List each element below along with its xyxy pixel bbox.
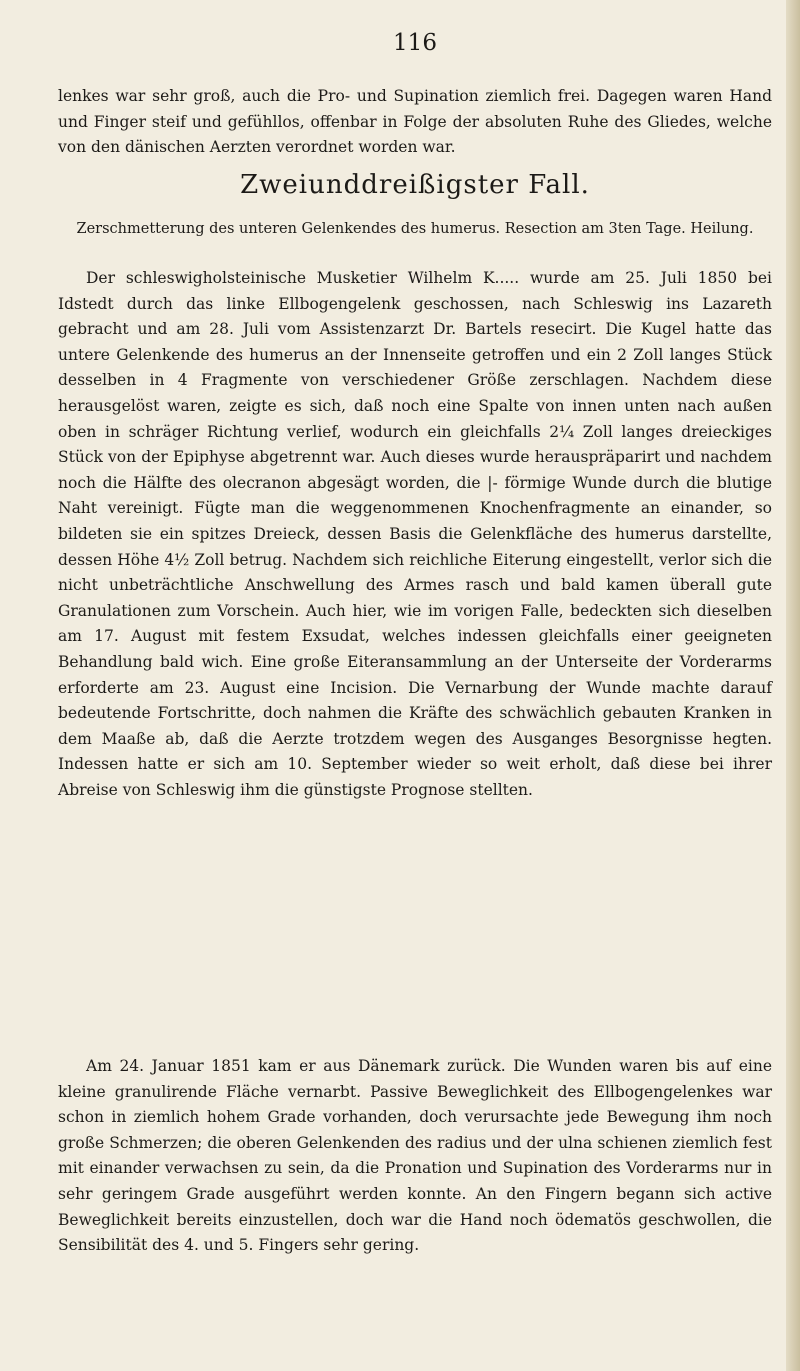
intro-paragraph: lenkes war sehr groß, auch die Pro- und Supination ziemlich frei. Dagegen waren Hand und Finger steif und gefühllos, offenbar in Folge der absoluten Ruhe des Gliedes, welche von den dänischen Aerzten verordnet worden war. xyxy=(58,87,772,157)
case-subtitle: Zerschmetterung des unteren Gelenkendes des humerus. Resection am 3ten Tage. Heilung. xyxy=(76,221,754,237)
case-paragraph-2: Am 24. Januar 1851 kam er aus Dänemark zurück. Die Wunden waren bis auf eine kleine granulirende Fläche vernarbt. Passive Beweglichkeit des Ellbogengelenkes war schon in ziemlich hohem Grade vorhanden, doch verursachte jede Bewegung ihm noch große Schmerzen; die oberen Gelenkenden des radius und der ulna schienen ziemlich fest mit einander verwachsen zu sein, da die Pronation und Supination des Vorderarms nur in sehr geringem Grade ausgeführt werden konnte. An den Fingern begann sich active Beweglichkeit bereits einzustellen, doch war die Hand noch ödematös geschwollen, die Sensibilität des 4. und 5. Fingers sehr gering. xyxy=(58,1057,772,1255)
book-page xyxy=(58,0,772,1371)
page-edge xyxy=(786,0,800,1371)
case-title: Zweiunddreißigster Fall. xyxy=(240,170,590,200)
page-number: 116 xyxy=(393,30,437,56)
case-paragraph-1: Der schleswigholsteinische Musketier Wilhelm K..... wurde am 25. Juli 1850 bei Idstedt durch das linke Ellbogengelenk geschossen, nach Schleswig ins Lazareth gebracht und am 28. Juli vom Assistenzarzt Dr. Bartels resecirt. Die Kugel hatte das untere Gelenkende des humerus an der Innenseite getroffen und ein 2 Zoll langes Stück desselben in 4 Fragmente von verschiedener Größe zerschlagen. Nachdem diese herausgelöst waren, zeigte es sich, daß noch eine Spalte von innen unten nach außen oben in schräger Richtung verlief, wodurch ein gleichfalls 2¼ Zoll langes dreieckiges Stück von der Epiphyse abgetrennt war. Auch dieses wurde herauspräparirt und nachdem noch die Hälfte des olecranon abgesägt worden, die |- förmige Wunde durch die blutige Naht vereinigt. Fügte man die weggenommenen Knochenfragmente an einander, so bildeten sie ein spitzes Dreieck, dessen Basis die Gelenkfläche des humerus darstellte, dessen Höhe 4½ Zoll betrug. Nachdem sich reichliche Eiterung eingestellt, verlor sich die nicht unbeträchtliche Anschwellung des Armes rasch und bald kamen überall gute Granulationen zum Vorschein. Auch hier, wie im vorigen Falle, bedeckten sich dieselben am 17. August mit festem Exsudat, welches indessen gleichfalls einer geeigneten Behandlung bald wich. Eine große Eiteransammlung an der Unterseite der Vorderarms erforderte am 23. August eine Incision. Die Vernarbung der Wunde machte darauf bedeutende Fortschritte, doch nahmen die Kräfte des schwächlich gebauten Kranken in dem Maaße ab, daß die Aerzte trotzdem wegen des Ausganges Besorgnisse hegten. Indessen hatte er sich am 10. September wieder so weit erholt, daß diese bei ihrer Abreise von Schleswig ihm die günstigste Prognose stellten. xyxy=(58,269,772,799)
